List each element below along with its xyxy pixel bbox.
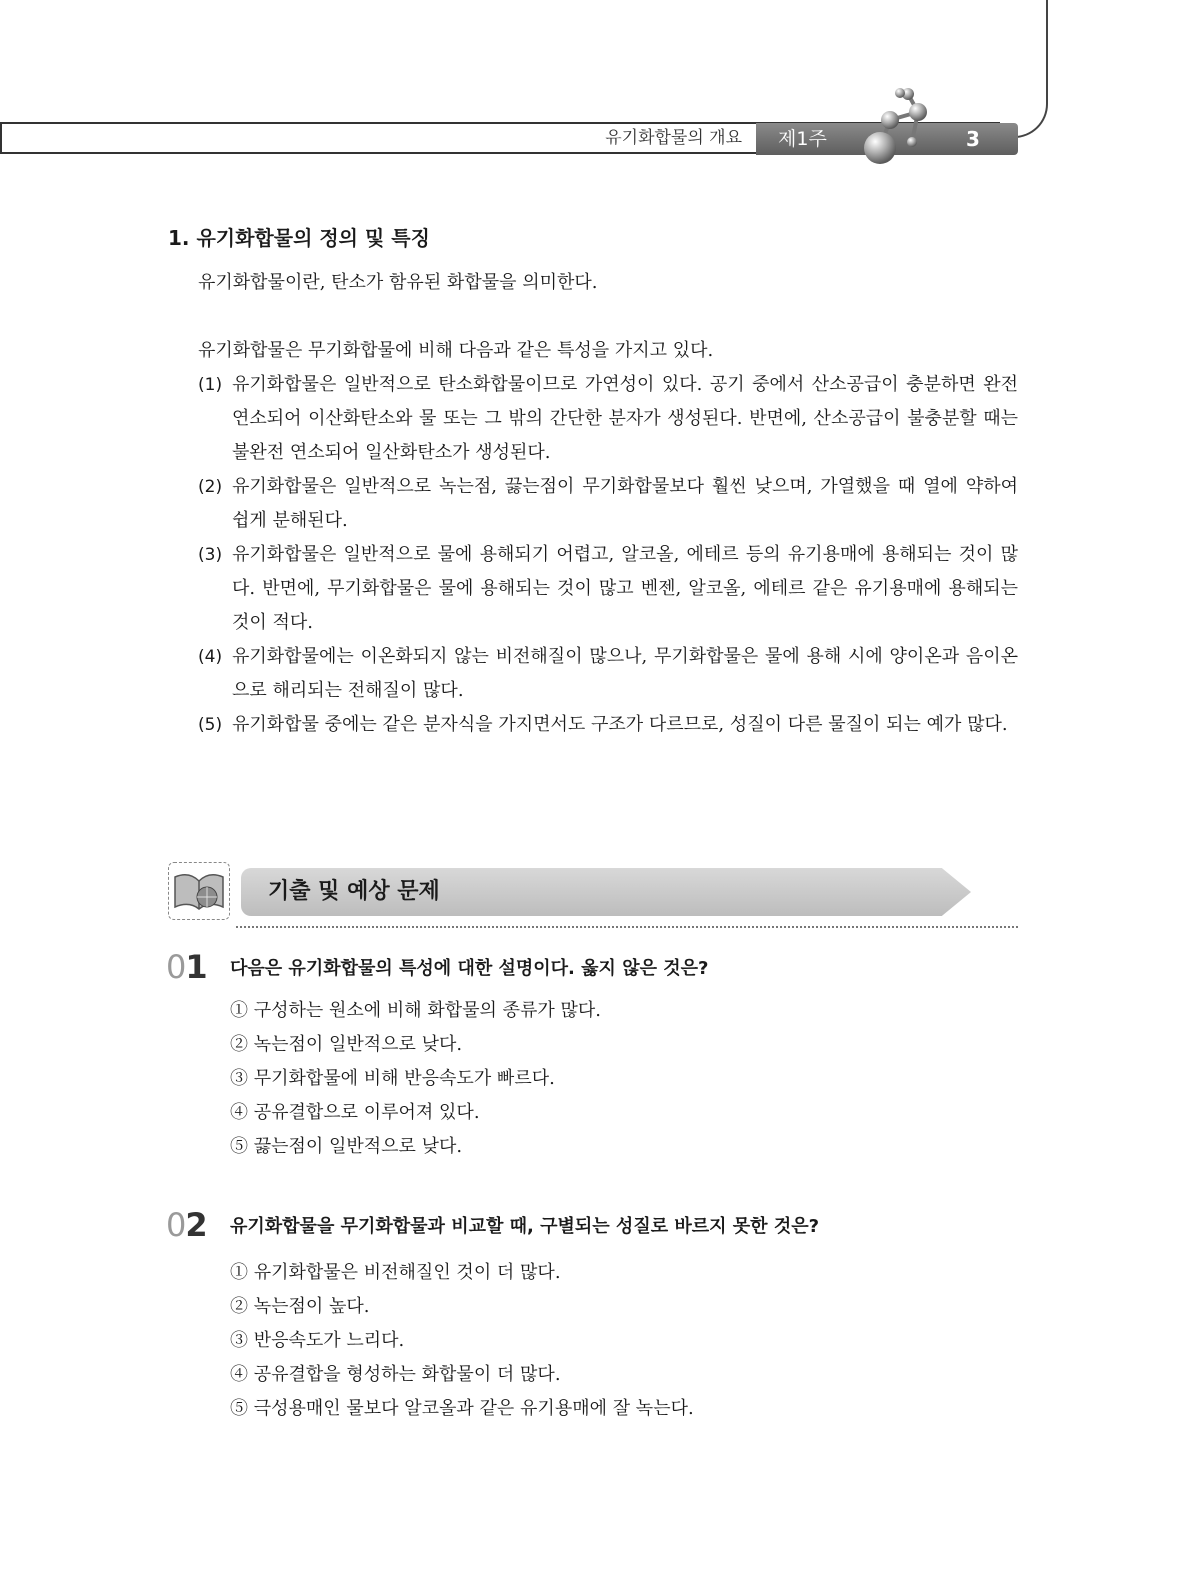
exam-banner-title: 기출 및 예상 문제 xyxy=(268,879,440,904)
header-week-label: 제1주 xyxy=(778,128,827,150)
answer-option: ⑤ 끓는점이 일반적으로 낮다. xyxy=(230,1136,463,1157)
list-item-text: 유기화합물은 일반적으로 녹는점, 끓는점이 무기화합물보다 훨씬 낮으며, 가열했을 때 열에 약하여 쉽게 분해된다. xyxy=(232,476,1018,531)
list-item xyxy=(198,708,1018,742)
section-title: 1. 유기화합물의 정의 및 특징 xyxy=(168,226,430,250)
molecule-icon xyxy=(860,80,970,170)
list-item-text: 유기화합물에는 이온화되지 않는 비전해질이 많으나, 무기화합물은 물에 용해 시에 양이온과 음이온으로 해리되는 전해질이 많다. xyxy=(232,646,1018,701)
answer-option: ③ 반응속도가 느리다. xyxy=(230,1330,405,1351)
question-number-zero: 0 xyxy=(166,1206,186,1244)
book-globe-icon xyxy=(168,862,230,920)
question-number-digit: 2 xyxy=(185,1206,207,1244)
header-corner-curve xyxy=(996,0,1048,138)
list-item-number: (4) xyxy=(198,647,223,667)
list-item xyxy=(198,640,1018,708)
question-number xyxy=(166,1206,207,1244)
question-number xyxy=(166,948,207,986)
list-item xyxy=(198,368,1018,470)
list-item-text: 유기화합물은 일반적으로 탄소화합물이므로 가연성이 있다. 공기 중에서 산소공급이 충분하면 완전 연소되어 이산화탄소와 물 또는 그 밖의 간단한 분자가 생성된다. 반면에, 산소공급이 불충분할 때는 불완전 연소되어 일산화탄소가 생성된다. xyxy=(232,374,1018,463)
answer-option: ② 녹는점이 일반적으로 낮다. xyxy=(230,1034,463,1055)
question-number-zero: 0 xyxy=(166,948,186,986)
list-item xyxy=(198,538,1018,640)
list-item-number: (1) xyxy=(198,375,223,395)
answer-option: ② 녹는점이 높다. xyxy=(230,1296,370,1317)
list-item-number: (5) xyxy=(198,715,223,735)
intro-paragraph: 유기화합물은 무기화합물에 비해 다음과 같은 특성을 가지고 있다. xyxy=(198,340,714,361)
list-item xyxy=(198,470,1018,538)
question-text: 다음은 유기화합물의 특성에 대한 설명이다. 옳지 않은 것은? xyxy=(230,958,709,979)
question-number-digit: 1 xyxy=(185,948,207,986)
list-item-number: (2) xyxy=(198,477,223,497)
answer-option: ⑤ 극성용매인 물보다 알코올과 같은 유기용매에 잘 녹는다. xyxy=(230,1398,694,1419)
page-number: 3 xyxy=(966,127,980,151)
answer-option: ① 구성하는 원소에 비해 화합물의 종류가 많다. xyxy=(230,1000,602,1021)
list-item-text: 유기화합물은 일반적으로 물에 용해되기 어렵고, 알코올, 에테르 등의 유기용매에 용해되는 것이 많다. 반면에, 무기화합물은 물에 용해되는 것이 많고 벤젠, 알코올, 에테르 같은 유기용매에 용해되는 것이 적다. xyxy=(232,544,1018,633)
answer-option: ① 유기화합물은 비전해질인 것이 더 많다. xyxy=(230,1262,561,1283)
answer-option: ④ 공유결합을 형성하는 화합물이 더 많다. xyxy=(230,1364,561,1385)
header-section-title: 유기화합물의 개요 xyxy=(605,128,742,148)
list-item-text: 유기화합물 중에는 같은 분자식을 가지면서도 구조가 다르므로, 성질이 다른 물질이 되는 예가 많다. xyxy=(232,714,1008,735)
answer-option: ③ 무기화합물에 비해 반응속도가 빠르다. xyxy=(230,1068,555,1089)
answer-option: ④ 공유결합으로 이루어져 있다. xyxy=(230,1102,480,1123)
question-text: 유기화합물을 무기화합물과 비교할 때, 구별되는 성질로 바르지 못한 것은? xyxy=(230,1216,820,1237)
definition-paragraph: 유기화합물이란, 탄소가 함유된 화합물을 의미한다. xyxy=(198,272,598,293)
list-item-number: (3) xyxy=(198,545,223,565)
exam-banner-divider xyxy=(236,926,1018,928)
